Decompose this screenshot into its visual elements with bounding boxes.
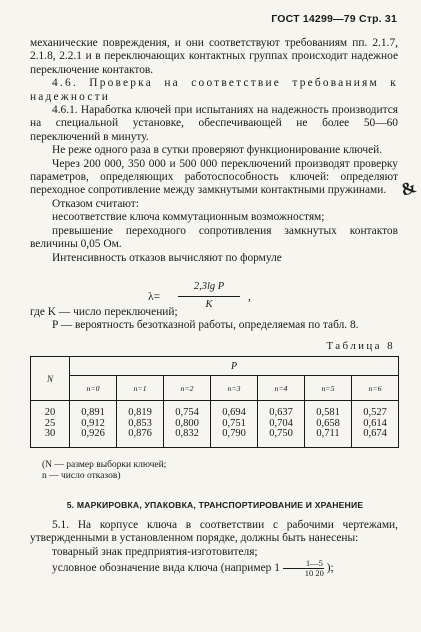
table-cell: 0,674 xyxy=(352,429,399,447)
paragraph-intro: механические повреждения, и они соответствуют требованиям пп. 2.1.7, 2.1.8, 2.2.1 и в переключающих контактных группах происходит надежное переключение контактов. xyxy=(30,37,398,76)
table-subheader: n=5 xyxy=(305,376,352,401)
table-subheader: n=2 xyxy=(164,376,211,401)
table-cell: 0,819 xyxy=(117,401,164,419)
table-subheader: n=3 xyxy=(211,376,258,401)
table-cell: 0,832 xyxy=(164,429,211,447)
paragraph-marking-1: товарный знак предприятия-изготовителя; xyxy=(52,545,258,558)
table-cell: 0,876 xyxy=(117,429,164,447)
formula-legend xyxy=(30,306,398,333)
formula-denominator: K xyxy=(205,299,213,310)
table-subheader: n=6 xyxy=(352,376,399,401)
table-cell-n: 30 xyxy=(31,429,70,447)
table-cell: 0,800 xyxy=(164,419,211,430)
table-subheader: n=4 xyxy=(258,376,305,401)
table-cell: 0,527 xyxy=(352,401,399,419)
table-header-n: N xyxy=(31,357,70,401)
table-cell: 0,853 xyxy=(117,419,164,430)
formula-lhs: λ= xyxy=(148,291,161,303)
section-5-heading: 5. МАРКИРОВКА, УПАКОВКА, ТРАНСПОРТИРОВАНИЕ И ХРАНЕНИЕ xyxy=(66,500,364,510)
legend-k: где K — число переключений; xyxy=(30,306,178,318)
paragraph-daily-check: Не реже одного раза в сутки проверяют функционирование ключей. xyxy=(52,144,383,157)
handwritten-margin-mark: & xyxy=(397,176,419,200)
table-row xyxy=(31,401,399,419)
paragraph-failure-1: несоответствие ключа коммутационным возможностям; xyxy=(52,211,325,224)
table-cell: 0,637 xyxy=(258,401,305,419)
marking-2-end: ); xyxy=(326,562,334,575)
paragraph-formula-intro: Интенсивность отказов вычисляют по формуле xyxy=(52,251,282,264)
table-cell-n: 20 xyxy=(31,401,70,419)
table-cell: 0,754 xyxy=(164,401,211,419)
table-row xyxy=(31,429,399,447)
paragraph-failure: Отказом считают: xyxy=(52,197,139,210)
paragraph-4-6-1: 4.6.1. Наработка ключей при испытаниях на надежность производится на специальной установке, обеспечивающей не более 50—60 переключений в минуту. xyxy=(30,104,398,143)
section-5-text xyxy=(30,519,398,578)
table-subheader: n=0 xyxy=(70,376,117,401)
table-cell: 0,751 xyxy=(211,419,258,430)
table-cell: 0,926 xyxy=(70,429,117,447)
table-cell: 0,711 xyxy=(305,429,352,447)
table-8 xyxy=(30,356,399,448)
body-text xyxy=(30,37,398,265)
table-note-n: (N — размер выборки ключей; xyxy=(42,460,167,470)
table-note-small-n: n — число отказов) xyxy=(42,471,121,481)
paragraph-marking-2 xyxy=(30,559,398,578)
table-header-p: P xyxy=(70,357,399,376)
table-cell-n: 25 xyxy=(31,419,70,430)
table-subheader: n=1 xyxy=(117,376,164,401)
table-note xyxy=(42,460,166,482)
section-heading-4-6: 4.6. Проверка на соответствие требованиям к надежности xyxy=(30,77,398,103)
formula-numerator: 2,3lg P xyxy=(193,281,225,292)
table-cell: 0,750 xyxy=(258,429,305,447)
paragraph-5-1: 5.1. На корпусе ключа в соответствии с рабочими чертежами, утвержденными в установленном порядке, должны быть нанесены: xyxy=(30,519,398,545)
table-caption: Таблица 8 xyxy=(326,340,395,352)
marking-2-fraction xyxy=(283,559,324,578)
page-header: ГОСТ 14299—79 Стр. 31 xyxy=(271,13,397,25)
formula-fraction-bar xyxy=(178,296,240,297)
marking-2-text: условное обозначение вида ключа (например 1 xyxy=(52,562,280,575)
legend-p: P — вероятность безотказной работы, определяемая по табл. 8. xyxy=(52,319,359,332)
table-cell: 0,614 xyxy=(352,419,399,430)
table-cell: 0,912 xyxy=(70,419,117,430)
table-cell: 0,790 xyxy=(211,429,258,447)
fraction-denominator: 10 20 xyxy=(304,568,324,579)
fraction-numerator: 1—5 xyxy=(283,559,324,569)
paragraph-failure-2: превышение переходного сопротивления замкнутых контактов величины 0,05 Ом. xyxy=(30,224,398,251)
formula-comma: , xyxy=(248,291,251,303)
paragraph-through-cycles: Через 200 000, 350 000 и 500 000 переключений производят проверку параметров, определяющих работоспособность ключей: определяют переходное сопротивление между замкнутыми контактными пружинами. xyxy=(30,157,398,197)
table-cell: 0,694 xyxy=(211,401,258,419)
table-cell: 0,581 xyxy=(305,401,352,419)
table-cell: 0,704 xyxy=(258,419,305,430)
table-cell: 0,658 xyxy=(305,419,352,430)
table-cell: 0,891 xyxy=(70,401,117,419)
